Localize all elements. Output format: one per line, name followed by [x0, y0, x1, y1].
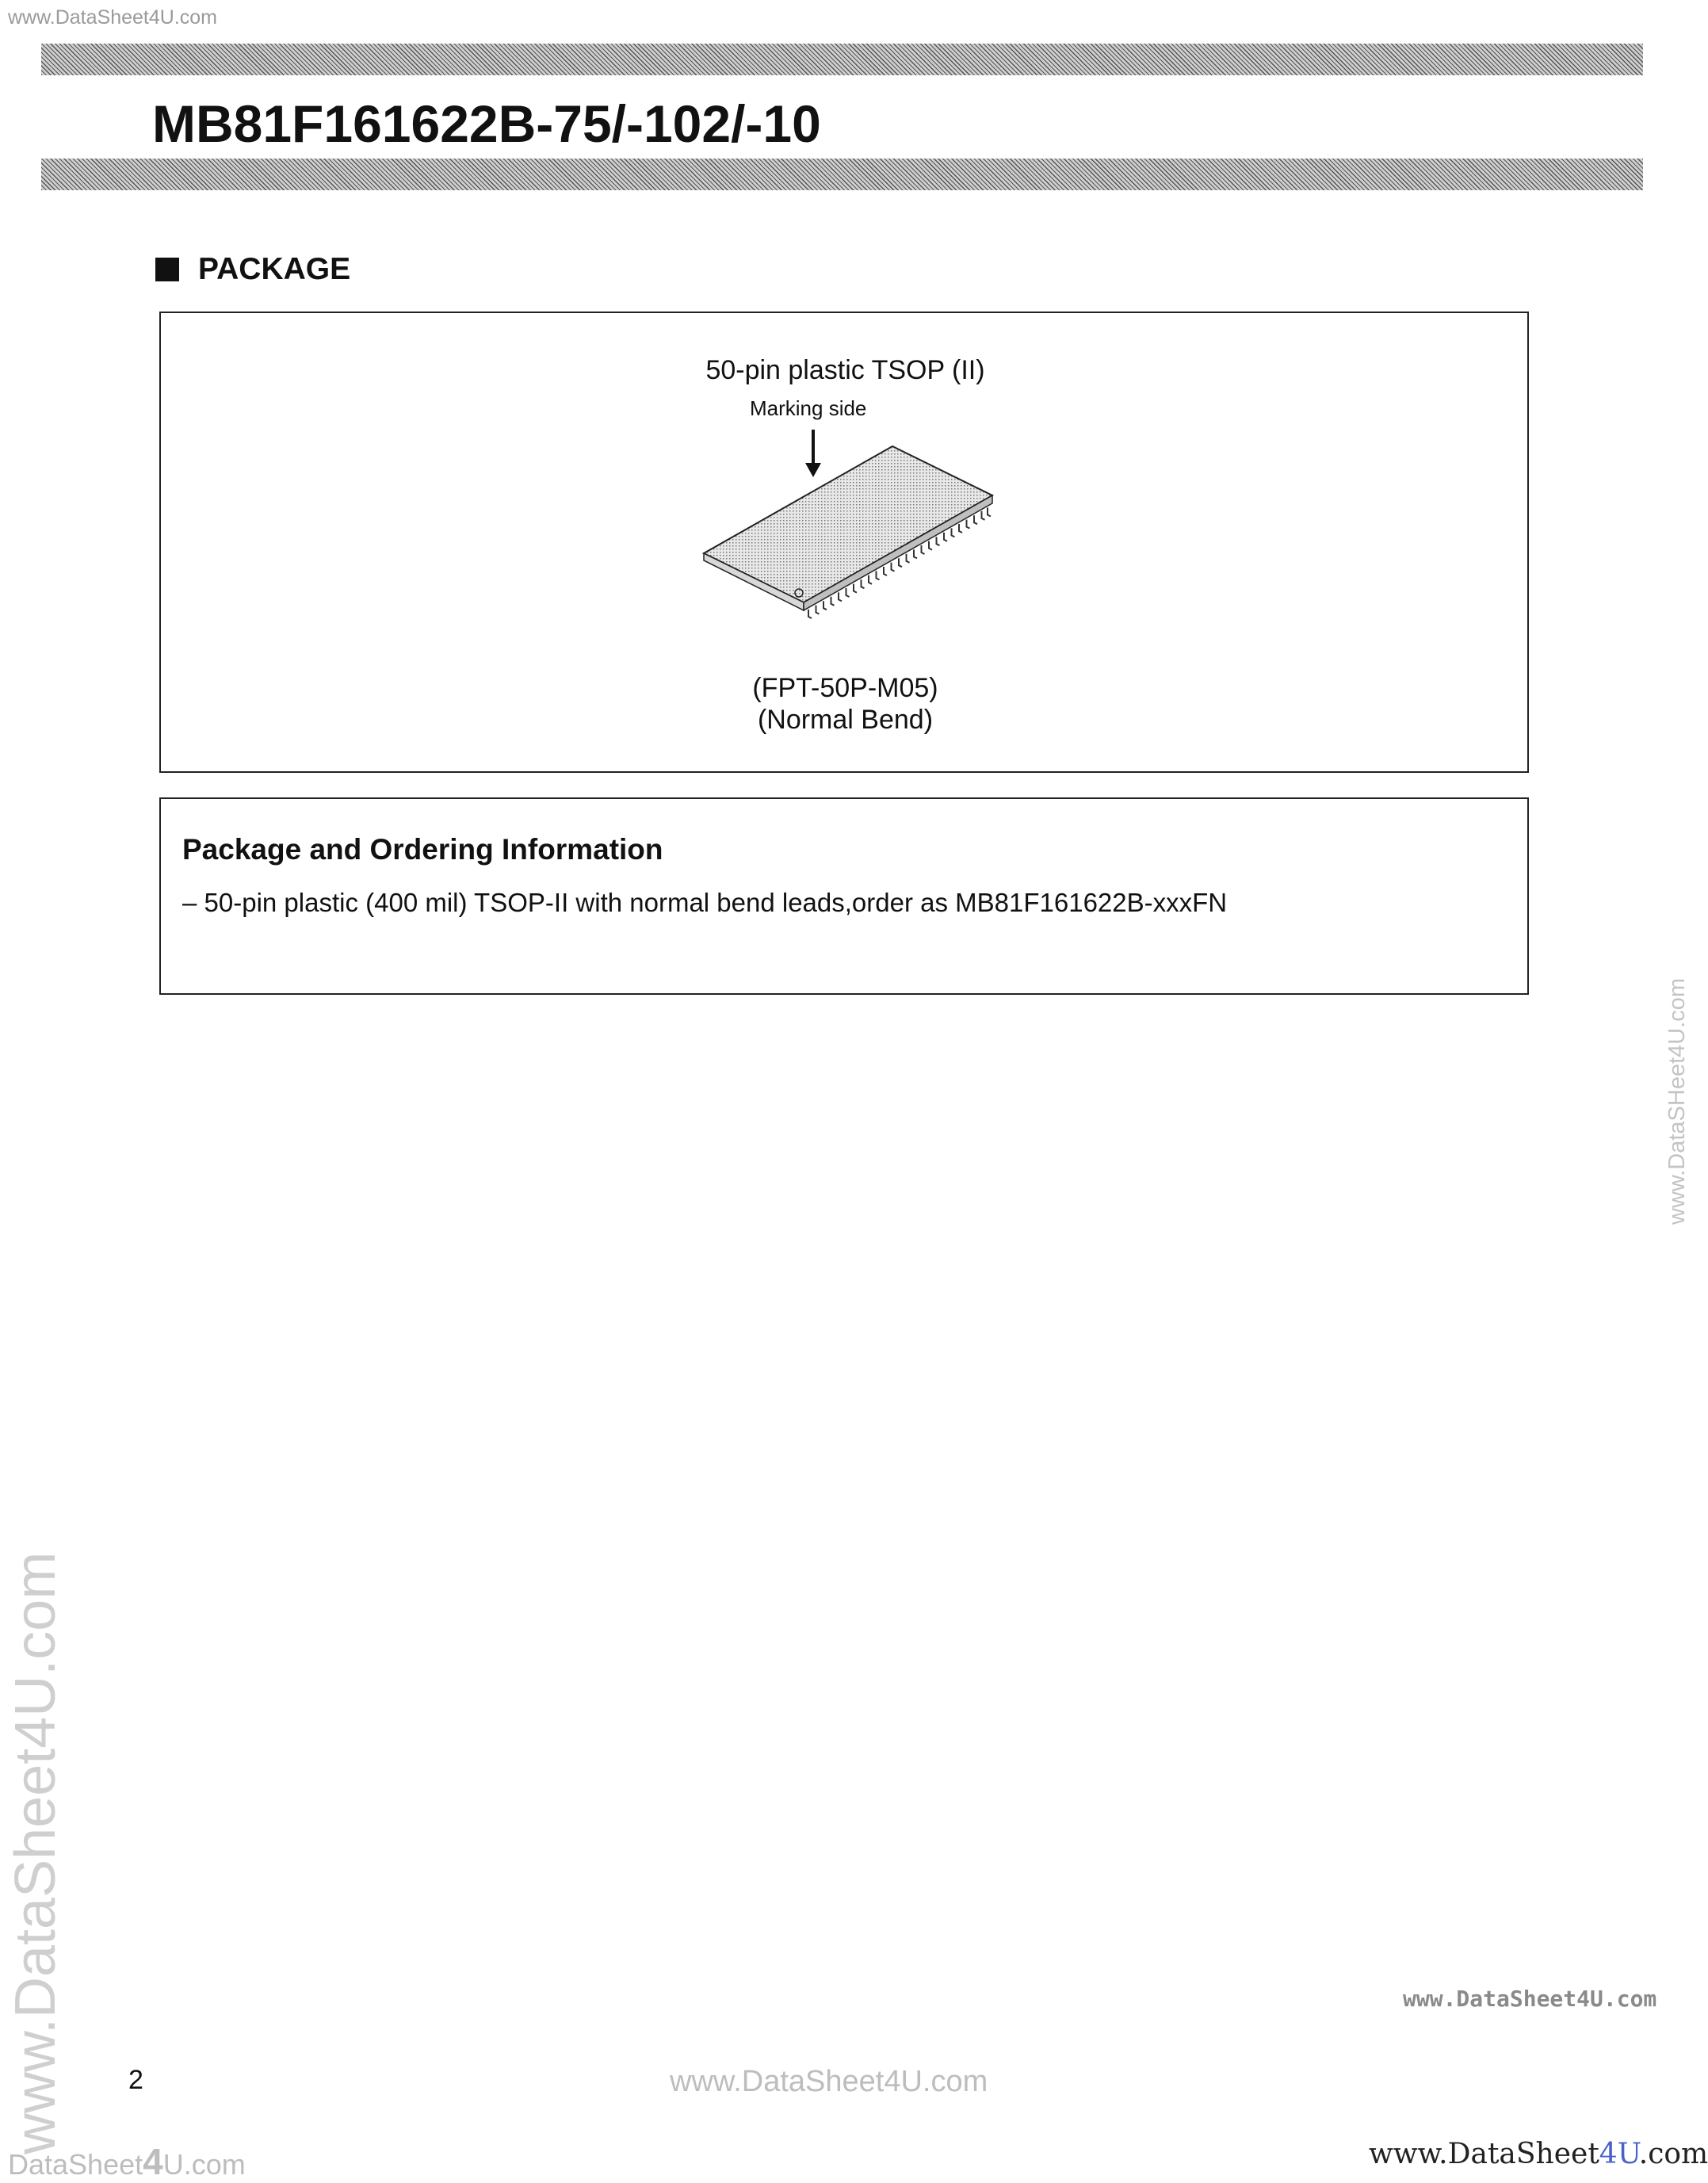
- watermark-bottom-left-c: U.com: [162, 2148, 246, 2181]
- header-hatch-band-top: [41, 44, 1643, 75]
- bend-type: (Normal Bend): [757, 705, 934, 735]
- watermark-bottom-left-a: DataSheet: [8, 2148, 143, 2181]
- watermark-right-vertical: www.DataSHeet4U.com: [1664, 977, 1690, 1225]
- page-number: 2: [128, 2065, 143, 2095]
- watermark-bottom-right-a: www.DataSheet: [1369, 2138, 1599, 2170]
- watermark-bottom-right-c: .com: [1638, 2138, 1708, 2170]
- watermark-top-left: www.DataSheet4U.com: [8, 6, 218, 29]
- header-hatch-band-bottom: [41, 159, 1643, 190]
- page-title: MB81F161622B-75/-102/-10: [152, 94, 821, 153]
- watermark-bottom-right: [1369, 2138, 1708, 2170]
- package-heading-text: PACKAGE: [198, 252, 351, 286]
- tsop-package-diagram: [697, 428, 1014, 626]
- watermark-bottom-left-b: 4: [143, 2141, 163, 2182]
- marking-side-label: Marking side: [750, 396, 867, 420]
- package-code-block: [0, 672, 1691, 736]
- watermark-bottom-right-b: 4U: [1599, 2138, 1639, 2170]
- watermark-stamp-right: www.DataSheet4U.com: [1403, 1986, 1657, 2012]
- package-section-heading: [155, 252, 350, 287]
- package-code: (FPT-50P-M05): [752, 673, 938, 703]
- ordering-line: – 50-pin plastic (400 mil) TSOP-II with normal bend leads,order as MB81F161622B-xxxFN: [182, 888, 1228, 917]
- ordering-heading: Package and Ordering Information: [182, 833, 663, 866]
- watermark-left-vertical: www.DataSheet4U.com: [4, 1551, 67, 2154]
- watermark-bottom-left: [8, 2140, 246, 2183]
- arrow-down-icon: [805, 463, 821, 477]
- watermark-bottom-center: www.DataSheet4U.com: [670, 2065, 988, 2098]
- package-name: 50-pin plastic TSOP (II): [705, 355, 985, 385]
- bullet-square-icon: [155, 258, 179, 281]
